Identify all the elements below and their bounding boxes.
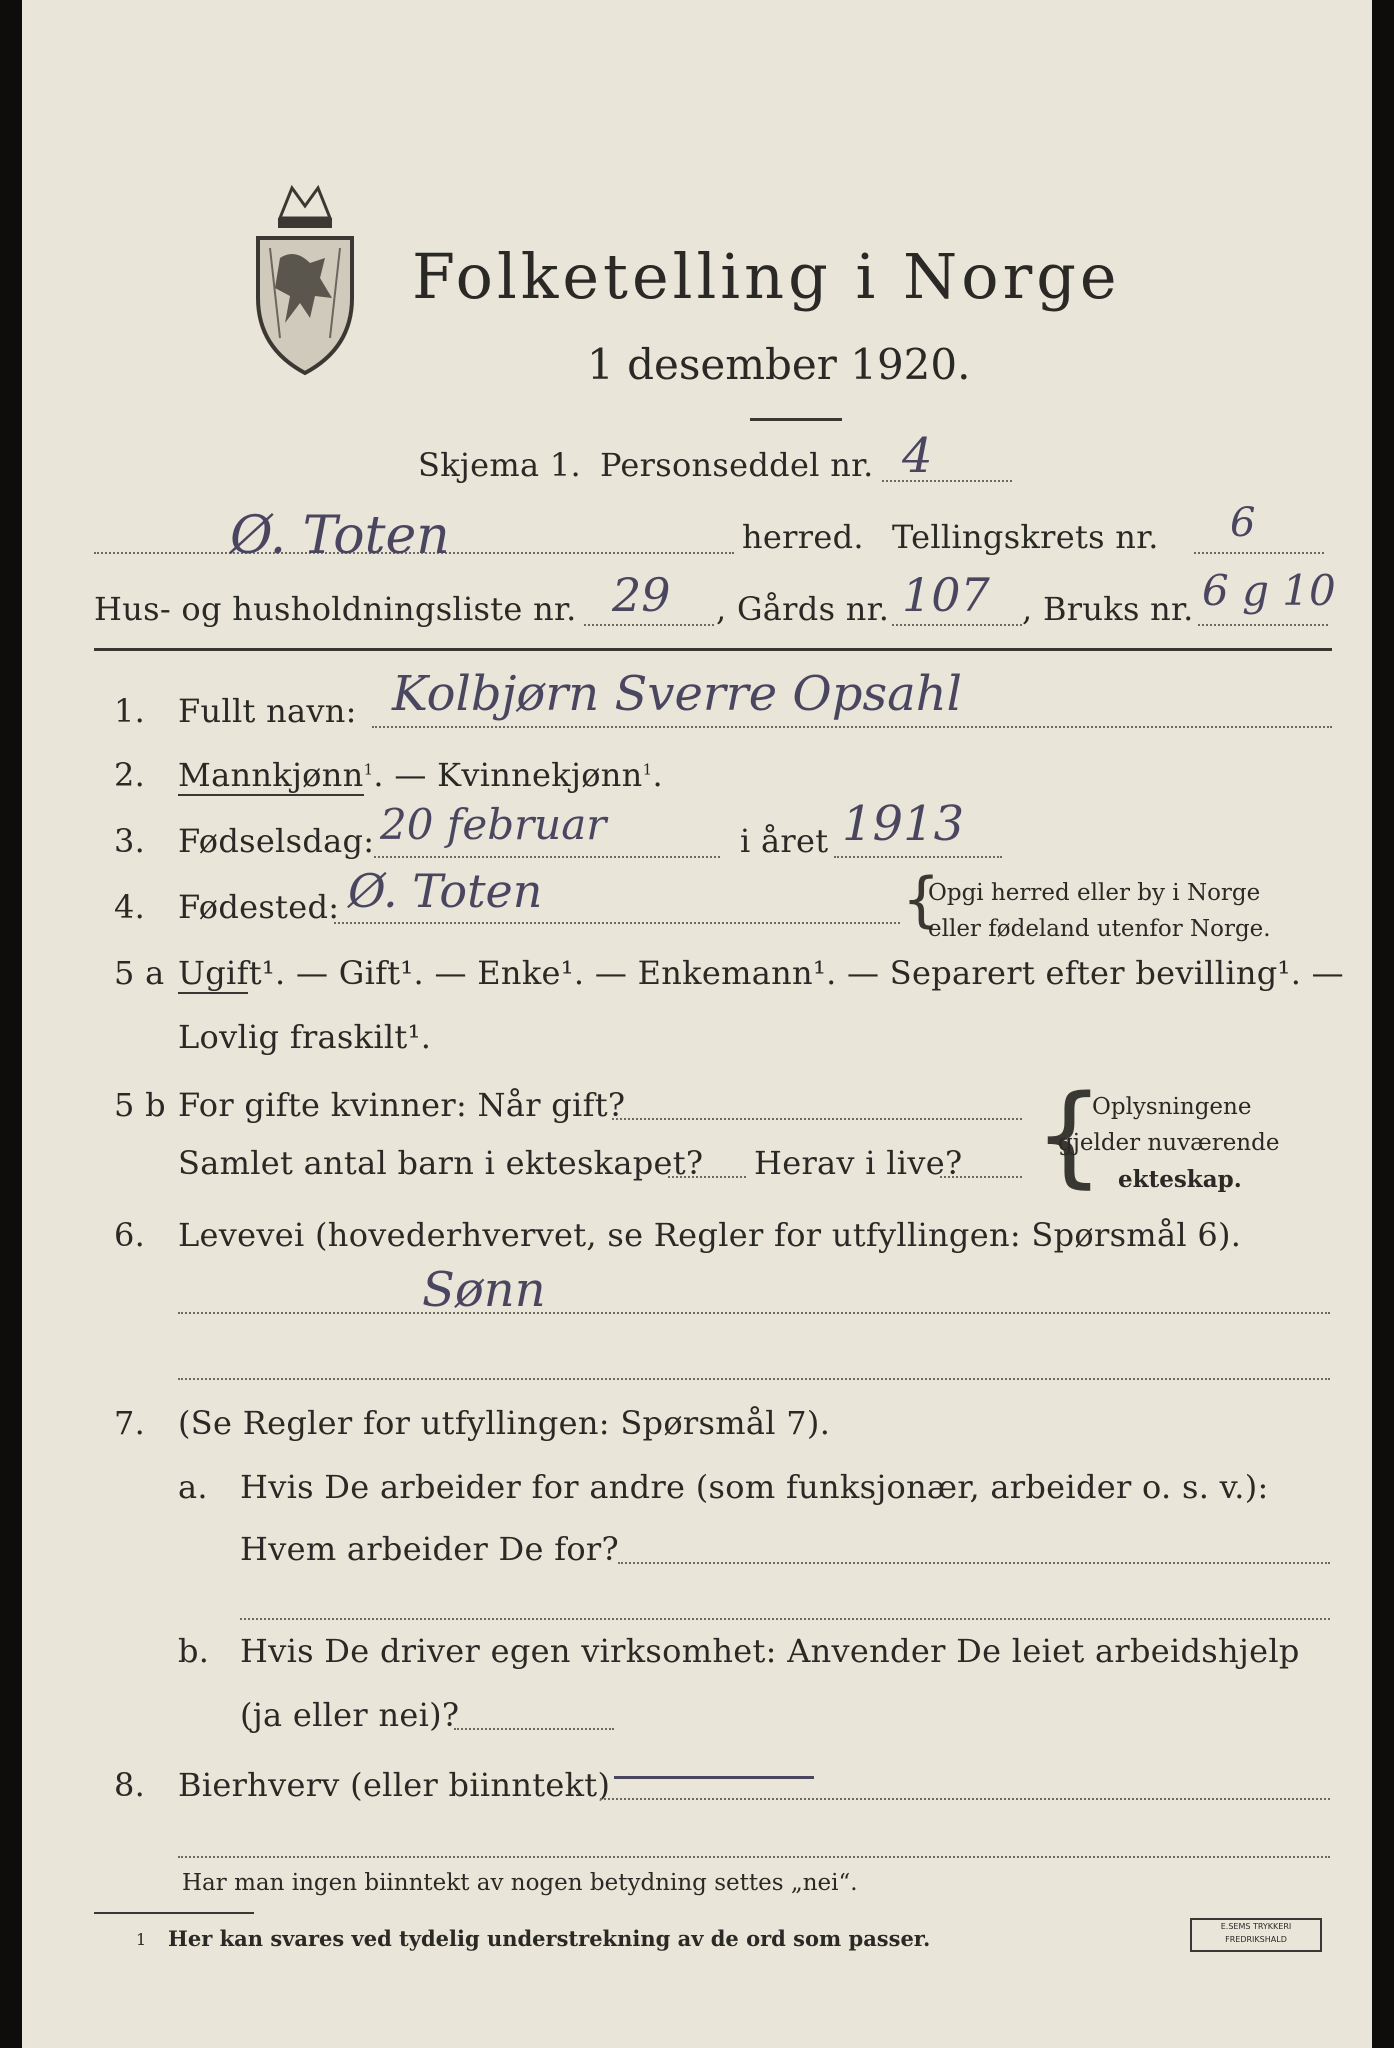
q4-field-line [334, 922, 900, 924]
skjema-label: Skjema 1. [418, 446, 581, 484]
q4-birthplace-value[interactable]: Ø. Toten [348, 864, 543, 918]
q5b-number: 5 b [114, 1086, 166, 1124]
q3-year-value[interactable]: 1913 [842, 796, 965, 852]
q2-mannkjonn-option[interactable]: Mannkjønn [178, 756, 364, 794]
q2-kvinnekjonn-option[interactable]: Kvinnekjønn [437, 756, 643, 794]
q8-label: Bierhverv (eller biinntekt) [178, 1766, 611, 1804]
q5b-alive-label: Herav i live? [754, 1144, 963, 1182]
q1-label: Fullt navn: [178, 692, 357, 730]
q7a-field-line-2 [240, 1618, 1330, 1620]
q5a-ugift-underline [178, 992, 248, 994]
q7b-yesno-label: (ja eller nei)? [240, 1696, 460, 1734]
q2-separator: . — [373, 756, 438, 794]
q2-end: . [652, 756, 663, 794]
q3-label: Fødselsdag: [178, 822, 375, 860]
q5b-married-women-label: For gifte kvinner: Når gift? [178, 1086, 626, 1124]
q5a-fraskilt-option[interactable]: Lovlig fraskilt¹. [178, 1018, 432, 1056]
q1-full-name-value[interactable]: Kolbjørn Sverre Opsahl [392, 666, 962, 722]
husholdningsliste-value[interactable]: 29 [612, 568, 671, 622]
q7a-field-line-1 [618, 1562, 1330, 1564]
herred-label: herred. [742, 518, 864, 556]
printer-stamp [1190, 1918, 1322, 1952]
printer-stamp-line2: FREDRIKSHALD [1225, 1935, 1287, 1944]
q6-occupation-value[interactable]: Sønn [422, 1262, 546, 1318]
q3-birthday-value[interactable]: 20 februar [380, 800, 607, 849]
q7a-label: Hvis De arbeider for andre (som funksjonær, arbeider o. s. v.): [240, 1468, 1269, 1506]
q5a-marital-options[interactable]: Ugift¹. — Gift¹. — Enke¹. — Enkemann¹. — Separert efter bevilling¹. — [178, 954, 1344, 992]
q1-field-line [372, 726, 1332, 728]
form-title: Folketelling i Norge [412, 240, 1121, 313]
footnote-text: Her kan svares ved tydelig understrekning av de ord som passer. [168, 1926, 931, 1951]
q5b-married-field-line [612, 1118, 1022, 1120]
q8-field-line-1 [600, 1798, 1330, 1800]
bruks-field-line [1198, 624, 1328, 626]
q2-gender-options [178, 756, 663, 794]
q3-number: 3. [114, 822, 146, 860]
q5b-note-line1: Oplysningene [1092, 1094, 1252, 1120]
census-date: 1 desember 1920. [587, 340, 971, 389]
personseddel-value[interactable]: 4 [902, 428, 933, 484]
q5b-children-field-line [668, 1176, 746, 1178]
q2-footnote-mark-2: 1 [642, 760, 653, 779]
q8-number: 8. [114, 1766, 146, 1804]
q4-note-line1: Opgi herred eller by i Norge [928, 880, 1261, 906]
tellingskrets-label: Tellingskrets nr. [892, 518, 1159, 556]
header-separator [94, 648, 1332, 651]
herred-value[interactable]: Ø. Toten [230, 506, 450, 566]
q7-label: (Se Regler for utfyllingen: Spørsmål 7). [178, 1404, 831, 1442]
q7-number: 7. [114, 1404, 146, 1442]
q8-dash-value [614, 1776, 814, 1779]
q7b-field-line [454, 1728, 614, 1730]
q7b-letter: b. [178, 1632, 210, 1670]
q5b-alive-field-line [940, 1176, 1022, 1178]
q3-field-line [374, 856, 720, 858]
husholdningsliste-field-line [584, 624, 714, 626]
q8-note: Har man ingen biinntekt av nogen betydning settes „nei“. [182, 1870, 858, 1896]
q6-field-line-1 [178, 1312, 1330, 1314]
bruks-value[interactable]: 6 g 10 [1202, 566, 1336, 615]
footnote-mark: 1 [136, 1930, 147, 1949]
q7a-employer-label: Hvem arbeider De for? [240, 1530, 619, 1568]
q8-field-line-2 [178, 1856, 1330, 1858]
personseddel-label: Personseddel nr. [600, 446, 874, 484]
tellingskrets-value[interactable]: 6 [1230, 500, 1256, 546]
q5b-children-label: Samlet antal barn i ekteskapet? [178, 1144, 704, 1182]
q6-number: 6. [114, 1216, 146, 1254]
q5a-number: 5 a [114, 954, 165, 992]
husholdningsliste-label: Hus- og husholdningsliste nr. [94, 590, 577, 628]
q2-footnote-mark-1: 1 [363, 760, 374, 779]
q4-label: Fødested: [178, 888, 340, 926]
q2-number: 2. [114, 756, 146, 794]
norway-coat-of-arms-icon [250, 178, 360, 378]
q5b-brace: { [1034, 1071, 1104, 1199]
q6-occupation-label: Levevei (hovederhvervet, se Regler for utfyllingen: Spørsmål 6). [178, 1216, 1242, 1254]
q7a-letter: a. [178, 1468, 208, 1506]
title-divider [750, 418, 842, 421]
gards-field-line [892, 624, 1022, 626]
bruks-label: , Bruks nr. [1022, 590, 1194, 628]
census-form-sheet [22, 0, 1372, 2048]
q1-number: 1. [114, 692, 146, 730]
q4-brace: { [902, 865, 941, 935]
gards-label: , Gårds nr. [716, 590, 890, 628]
q7b-label: Hvis De driver egen virksomhet: Anvender De leiet arbeidshjelp [240, 1632, 1300, 1670]
tellingskrets-field-line [1194, 552, 1324, 554]
q3-year-field-line [834, 856, 1002, 858]
q6-field-line-2 [178, 1378, 1330, 1380]
printer-stamp-line1: E.SEMS TRYKKERI [1220, 1922, 1292, 1931]
q5b-note-line2: gjelder nuværende [1058, 1130, 1280, 1156]
q5b-note-line3: ekteskap. [1118, 1166, 1242, 1193]
q4-number: 4. [114, 888, 146, 926]
q4-note-line2: eller fødeland utenfor Norge. [928, 916, 1271, 942]
footnote-rule [94, 1912, 254, 1914]
q3-year-label: i året [740, 822, 829, 860]
gards-value[interactable]: 107 [902, 568, 990, 622]
